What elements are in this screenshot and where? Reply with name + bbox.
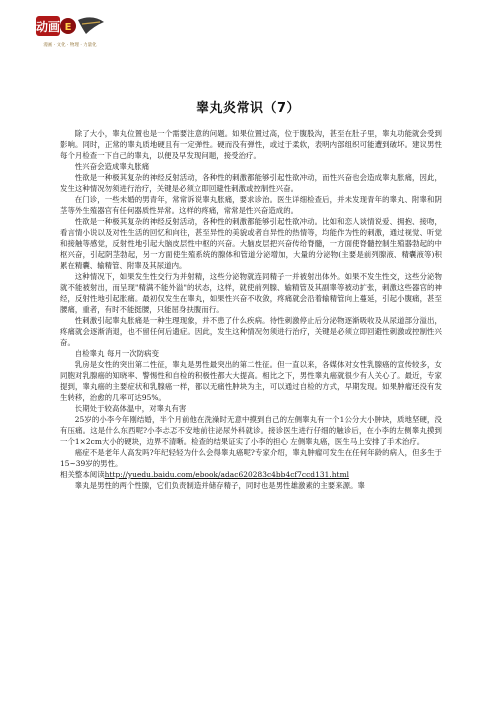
paragraph: 性欲是一种极其复杂的神经反射活动，各种性的刺激都能够引起性欲冲动。比如和恋人谈情说爱、拥抱、接吻，看言情小说以及对性生活的回忆和向往，甚至异性的美貌或者自异性的热情等，均能作为性的刺激，通过视觉、听觉和接触等感觉，反射性地引起大脑皮层性中枢的兴奋。大脑皮层把兴奋传给脊髓，一方面使脊髓控制生殖器勃起的中枢兴奋，引起阴茎勃起，另一方面使生殖系统的腺体和管道分泌增加，大量的分泌物(主要是前列腺液、精囊液等)积累在精囊、输精管、附睾及其尿道内。 [60,217,442,270]
section-heading: 长期处于较高体温中，对睾丸有害 [74,404,187,413]
section-heading: 自检睾丸 每月一次防病变 [74,349,160,358]
paragraph: 睾丸是男性的两个性腺，它们负责制造并储存精子，同时也是男性雄激素的主要来源。睾 [74,481,365,490]
paragraph: 乳房是女性的突出第二性征，睾丸是男性最突出的第二性征。但一直以来，各媒体对女性乳腺癌的宣传较多，女同胞对乳腺癌的知晓率、警惕性和自检的积极性都大大提高。相比之下，男性睾丸癌就很少有人关心了。最近，专家提到，睾丸癌的主要症状和乳腺癌一样，都以无痛性肿块为主，可以通过自检的方式，早期发现。如果肿瘤还没有发生转移，治愈的几率可达95%。 [60,360,442,402]
related-reading-link[interactable]: http://yuedu.baidu.com/ebook/adac620283c4bb4cf7ccd131.html [104,470,350,479]
paragraph: 这种情况下，如果发生性交行为并射精，这些分泌物就连同精子一并被射出体外。如果不发生性交，这些分泌物就不能被射出，而呈现"精满不能外溢"的状态，这样，就使前列腺、输精管及其副睾等被动扩张，刺激这些器官的神经，反射性地引起胀痛。最初仅发生在睾丸，如果性兴奋不收敛，疼痛就会沿着输精管向上蔓延，引起小腹痛，甚至腰痛，重者，有时不能挺腰，只能屈身扶腹而行。 [60,272,442,314]
related-reading-label: 相关整本阅读 [60,470,105,479]
paragraph: 在门诊，一些未婚的男青年，常常诉说睾丸胀痛，要求诊治。医生详细检查后，并未发现青年的睾丸、附睾和阴茎等外生殖器官有任何器质性异常。这样的疼痛，常常是性兴奋造成的。 [60,195,442,215]
section-heading: 性兴奋会造成睾丸胀痛 [74,162,150,171]
paragraph: 性刺激引起睾丸胀痛是一种生理现象，并不患了什么疾病。待性刺激停止后分泌物逐渐吸收及从尿道部分溢出，疼痛就会逐渐消退，也不留任何后遗症。因此，发生这种情况勿须进行治疗，关键是必须立即回避性刺激或控制性兴奋。 [60,316,442,347]
article-body [60,128,442,491]
paragraph: 癌症不是老年人高发吗?年纪轻轻为什么会得睾丸癌呢?专家介绍，睾丸肿瘤可发生在任何年龄的病人，但多生于15~39岁的男性。 [60,448,442,468]
paragraph: 除了大小，睾丸位置也是一个需要注意的问题。如果位置过高，位于腹股沟，甚至在肚子里，睾丸功能就会受到影响。同时，正常的睾丸质地硬且有一定弹性。硬而没有弹性，或过于柔软，表明内部组织可能遭到破坏。建议男性每个月检查一下自己的睾丸，以便及早发现问题，接受治疗。 [60,129,442,160]
site-logo [34,12,106,54]
page-title: 睾丸炎常识（7） [195,101,301,116]
logo-badge-text: E [64,22,72,33]
logo-tagline: 漫画 · 文化 · 物理 · 力量化 [43,43,97,48]
related-reading [60,469,442,480]
paragraph: 性欲是一种极其复杂的神经反射活动，各种性的刺激都能够引起性欲冲动，而性兴奋也会造成睾丸胀痛，因此，发生这种情况勿须进行治疗，关键是必须立即回避性刺激或控制性兴奋。 [60,173,442,193]
logo-main-text: 动画 [35,20,61,34]
logo-mark-icon [34,12,106,40]
paragraph: 25岁的小李今年刚结婚，半个月前他在洗澡时无意中摸到自己的左侧睾丸有一个1公分大小肿块，质地坚硬，没有压痛。这是什么东西呢?小李忐忑不安地前往泌尿外科就诊。接诊医生进行仔细的触诊后，在小李的左侧睾丸摸到一个1×2cm大小的硬块，边界不清晰。检查的结果证实了小李的担心 左侧睾丸癌，医生马上安排了手术治疗。 [60,415,442,446]
